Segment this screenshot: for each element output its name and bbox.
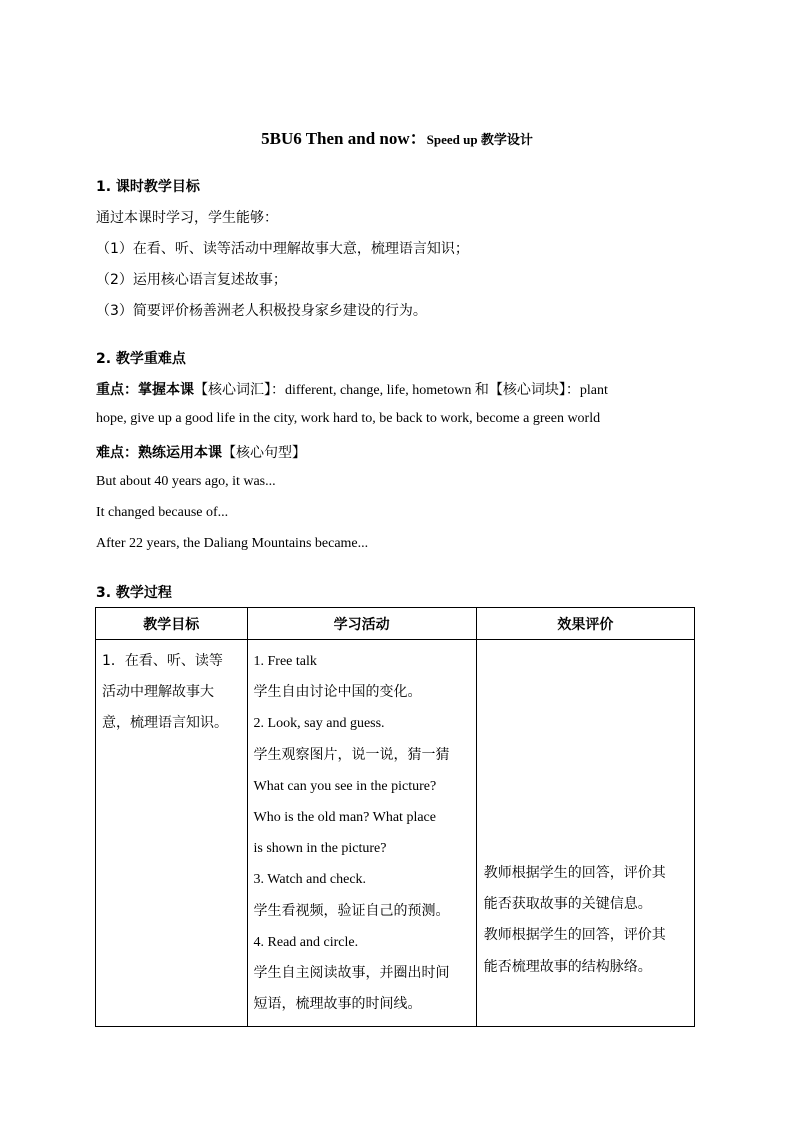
activity-line: Who is the old man? What place	[253, 810, 436, 826]
key-phrase-first: plant	[579, 383, 608, 398]
section1-heading: 1. 课时教学目标	[96, 179, 200, 195]
table-header-row	[96, 608, 695, 640]
activity-line: 短语，梳理故事的时间线。	[253, 996, 422, 1013]
activity-line: 1. Free talk	[253, 654, 317, 669]
evaluation-line: 能否获取故事的关键信息。	[483, 896, 652, 913]
teaching-process-table	[95, 607, 695, 1027]
activity-line: 4. Read and circle.	[253, 934, 359, 950]
evaluation-line: 能否梳理故事的结构脉络。	[483, 958, 652, 975]
evaluation-line: 教师根据学生的回答，评价其	[483, 865, 666, 881]
evaluation-line: 教师根据学生的回答，评价其	[483, 927, 666, 944]
header-evaluation: 效果评价	[476, 608, 694, 640]
section3-heading: 3. 教学过程	[96, 585, 172, 601]
objective-1: （1）在看、听、读等活动中理解故事大意，梳理语言知识；	[96, 241, 469, 257]
sentence-pattern-2: It changed because of...	[96, 505, 229, 520]
activity-line: is shown in the picture?	[253, 841, 387, 857]
title-speed-up: Speed up	[426, 132, 481, 147]
goal-cell	[96, 640, 248, 1027]
key-vocab: different, change, life, hometown	[285, 383, 475, 398]
activity-cell	[247, 640, 476, 1027]
activity-line: 3. Watch and check.	[253, 872, 367, 888]
section2-heading: 2. 教学重难点	[96, 351, 186, 367]
activity-line: 学生观察图片，说一说，猜一猜	[253, 746, 450, 763]
diff-label: 难点：熟练运用本课	[96, 445, 222, 461]
sentence-pattern-3: After 22 years, the Daliang Mountains became...	[96, 536, 369, 551]
key-points-line	[96, 379, 608, 399]
activity-line: What can you see in the picture?	[253, 778, 437, 794]
and-text: 和	[474, 382, 489, 398]
header-goal: 教学目标	[96, 608, 248, 640]
goal-line: 意，梳理语言知识。	[102, 715, 228, 732]
sentence-pattern-1: But about 40 years ago, it was...	[96, 474, 276, 489]
table-row	[96, 640, 695, 1027]
key-label: 重点：掌握本课	[96, 382, 194, 398]
activity-line: 2. Look, say and guess.	[253, 716, 385, 732]
key-phrase-label: 【核心词块】：	[488, 382, 580, 398]
section1-intro: 通过本课时学习，学生能够：	[96, 210, 278, 226]
activity-line: 学生看视频，验证自己的预测。	[253, 902, 450, 919]
evaluation-cell	[476, 640, 694, 1027]
diff-pattern-label: 【核心句型】	[222, 445, 306, 461]
goal-line: 活动中理解故事大	[102, 684, 214, 701]
header-activity: 学习活动	[247, 608, 476, 640]
difficult-points-line	[96, 442, 306, 462]
key-vocab-label: 【核心词汇】：	[194, 382, 285, 398]
title-teaching-design: 教学设计	[480, 133, 533, 148]
activity-line: 学生自由讨论中国的变化。	[253, 684, 422, 701]
activity-line: 学生自主阅读故事，并圈出时间	[253, 965, 450, 982]
document-title	[0, 124, 794, 149]
goal-line: 1．在看、听、读等	[102, 653, 223, 669]
title-main: 5BU6 Then and now：	[261, 129, 427, 148]
objective-3: （3）简要评价杨善洲老人积极投身家乡建设的行为。	[96, 303, 427, 319]
key-phrases-line2: hope, give up a good life in the city, work hard to, be back to work, become a green world	[96, 411, 601, 426]
objective-2: （2）运用核心语言复述故事；	[96, 272, 287, 288]
